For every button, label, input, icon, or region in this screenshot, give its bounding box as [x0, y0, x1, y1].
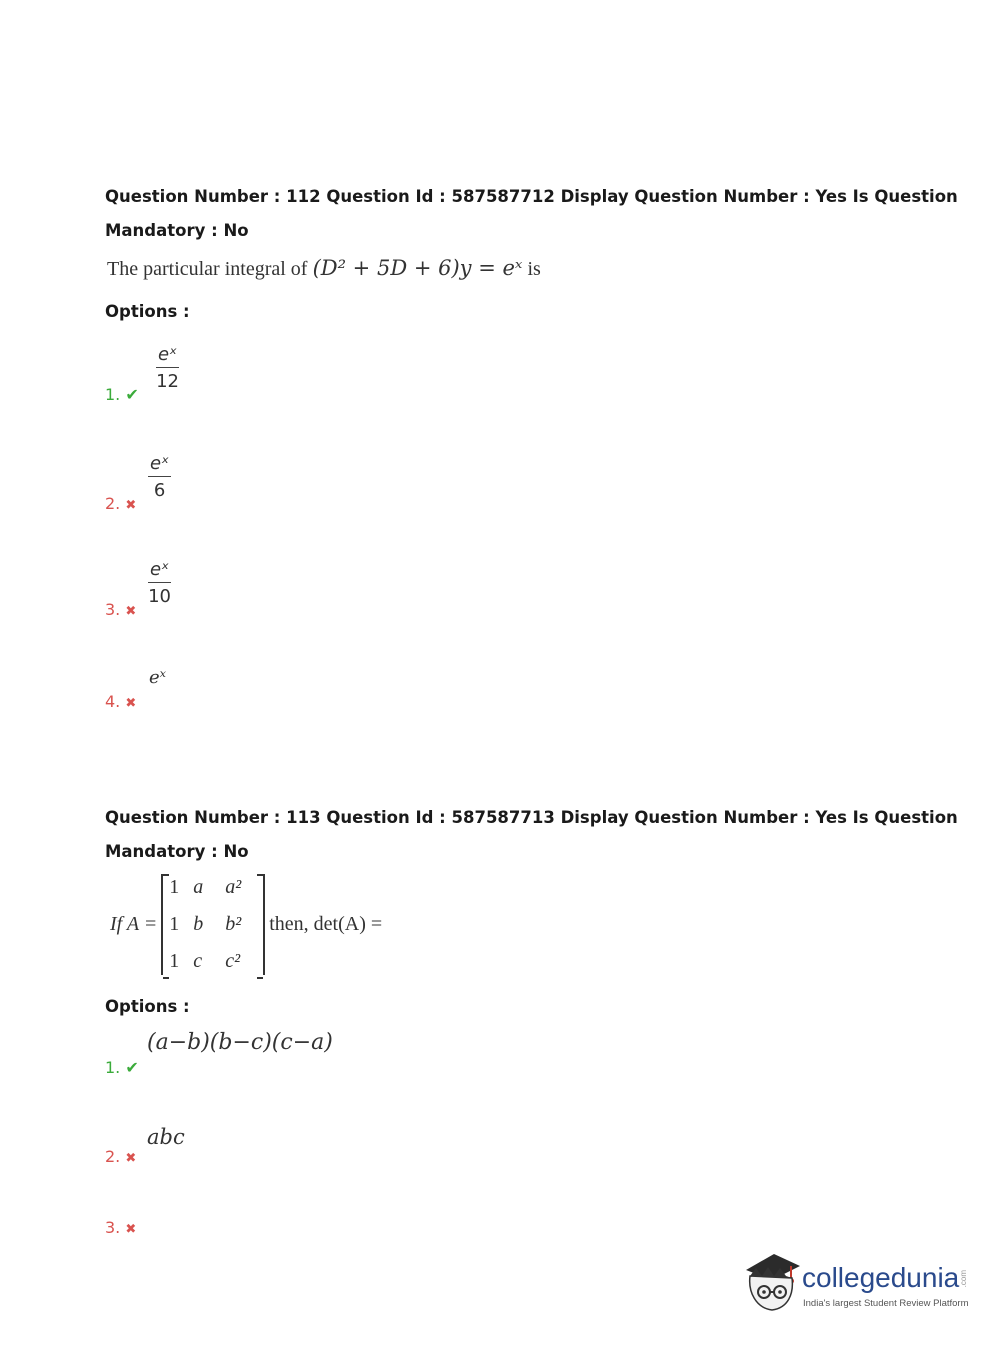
q113-header-line2: Mandatory : No	[105, 842, 249, 861]
fraction-denominator: 10	[148, 586, 171, 607]
q113-option-2[interactable]	[105, 1147, 136, 1166]
matrix-cell: a²	[225, 876, 242, 898]
q112-option-4[interactable]	[105, 692, 136, 711]
q113-option-1[interactable]	[105, 1058, 139, 1077]
cross-icon: ✖	[125, 1222, 137, 1237]
matrix-cell: 1	[169, 876, 180, 898]
q112-stem-prefix: The particular integral of	[107, 258, 308, 280]
q113-stem	[110, 874, 382, 975]
fraction-denominator: 12	[156, 371, 179, 392]
check-icon: ✔	[125, 385, 139, 404]
q112-option-1-fraction	[156, 344, 179, 392]
q113-option-1-expression: (a−b)(b−c)(c−a)	[147, 1030, 333, 1055]
matrix-cell: a	[193, 876, 204, 898]
q112-option-3-fraction	[148, 559, 171, 607]
q112-header-line2: Mandatory : No	[105, 221, 249, 240]
fraction-numerator: eˣ	[150, 559, 170, 580]
q112-option-1[interactable]	[105, 385, 139, 404]
cross-icon: ✖	[125, 604, 137, 619]
fraction-denominator: 6	[153, 480, 166, 501]
matrix-cell: c	[193, 950, 203, 972]
option-number: 3.	[105, 600, 121, 619]
option-number: 2.	[105, 494, 121, 513]
option-number: 1.	[105, 385, 121, 404]
q113-option-2-expression: abc	[147, 1125, 185, 1149]
matrix-A	[161, 874, 265, 975]
q112-stem-expression: (D² + 5D + 6)y = eˣ	[312, 256, 523, 280]
option-number: 3.	[105, 1218, 121, 1237]
cross-icon: ✖	[125, 1151, 137, 1166]
fraction-numerator: eˣ	[158, 344, 178, 365]
logo-domain-suffix: .com	[959, 1270, 968, 1288]
q112-options-label: Options :	[105, 302, 190, 321]
logo-wordmark: collegedunia	[802, 1262, 960, 1293]
q112-option-4-expression: eˣ	[149, 667, 167, 688]
q113-header-line1: Question Number : 113 Question Id : 587587713 Display Question Number : Yes Is Question	[105, 808, 958, 827]
q113-stem-prefix: If A =	[110, 913, 158, 935]
q113-option-3[interactable]	[105, 1218, 136, 1237]
q112-stem	[107, 256, 541, 281]
matrix-cell: 1	[169, 913, 180, 935]
q112-option-2[interactable]	[105, 494, 136, 513]
cross-icon: ✖	[125, 696, 137, 711]
q113-options-label: Options :	[105, 997, 190, 1016]
option-number: 2.	[105, 1147, 121, 1166]
matrix-cell: c²	[225, 950, 241, 972]
q112-stem-suffix: is	[527, 258, 541, 280]
student-mascot-icon	[742, 1250, 802, 1316]
q112-option-2-fraction	[148, 453, 171, 501]
matrix-cell: b²	[225, 913, 242, 935]
option-number: 1.	[105, 1058, 121, 1077]
matrix-cell: b	[193, 913, 204, 935]
collegedunia-logo[interactable]	[742, 1250, 972, 1320]
option-number: 4.	[105, 692, 121, 711]
q112-option-3[interactable]	[105, 600, 136, 619]
q112-header-line1: Question Number : 112 Question Id : 587587712 Display Question Number : Yes Is Question	[105, 187, 958, 206]
check-icon: ✔	[125, 1058, 139, 1077]
cross-icon: ✖	[125, 498, 137, 513]
matrix-cell: 1	[169, 950, 180, 972]
fraction-numerator: eˣ	[150, 453, 170, 474]
q113-stem-suffix: then, det(A) =	[269, 913, 383, 935]
logo-tagline: India's largest Student Review Platform	[803, 1298, 969, 1309]
